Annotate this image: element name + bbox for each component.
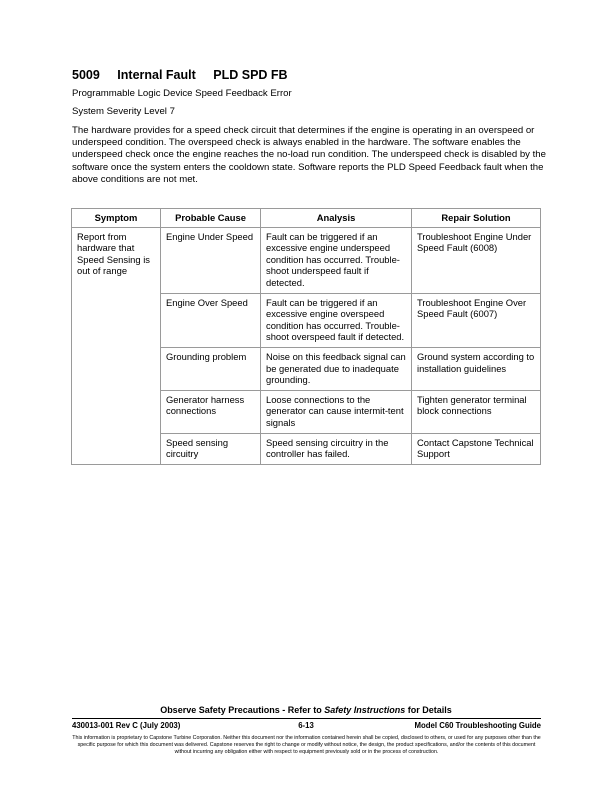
cause-cell: Grounding problem bbox=[161, 347, 261, 390]
page-number: 6-13 bbox=[298, 721, 314, 730]
troubleshooting-table bbox=[71, 208, 541, 465]
fault-code: 5009 bbox=[72, 68, 100, 82]
analysis-cell: Speed sensing circuitry in the controller has failed. bbox=[261, 433, 412, 464]
cause-cell: Generator harness connections bbox=[161, 390, 261, 433]
footer-divider bbox=[72, 718, 541, 719]
repair-cell: Tighten generator terminal block connections bbox=[412, 390, 541, 433]
analysis-cell: Loose connections to the generator can cause intermit-tent signals bbox=[261, 390, 412, 433]
cause-cell: Engine Over Speed bbox=[161, 293, 261, 347]
proprietary-disclaimer: This information is proprietary to Capstone Turbine Corporation. Neither this document nor the information contained herein shall be copied, disclosed to others, or used for any purposes other than the specific purpose for which this document was delivered. Capstone reserves the right to change or modify without notice, the design, the product specifications, and/or the contents of this document without incurring any obligation either with respect to equipment previously sold or in the process of construction. bbox=[72, 735, 541, 755]
analysis-cell: Fault can be triggered if an excessive engine overspeed condition has occurred. Trouble-shoot overspeed fault if detected. bbox=[261, 293, 412, 347]
guide-title: Model C60 Troubleshooting Guide bbox=[414, 721, 541, 730]
table-header-row bbox=[72, 209, 541, 228]
fault-name: Internal Fault bbox=[117, 68, 196, 82]
table-row bbox=[72, 227, 541, 293]
safety-prefix: Observe Safety Precautions - Refer to bbox=[160, 705, 325, 715]
safety-notice bbox=[0, 705, 612, 715]
fault-explanation: The hardware provides for a speed check circuit that determines if the engine is operating in an overspeed or underspeed condition. The overspeed check is always enabled in the hardware. The software enables the underspeed check once the engine reaches the no-load run condition. The underspeed check is disabled by the software once the system enters the cooldown state. Software reports the PLD Speed Feedback fault when the above conditions are not met. bbox=[72, 125, 546, 185]
fault-tag: PLD SPD FB bbox=[213, 68, 288, 82]
document-number: 430013-001 Rev C (July 2003) bbox=[72, 721, 181, 730]
repair-cell: Contact Capstone Technical Support bbox=[412, 433, 541, 464]
fault-description: Programmable Logic Device Speed Feedback Error bbox=[72, 88, 292, 99]
cause-cell: Speed sensing circuitry bbox=[161, 433, 261, 464]
header-repair-solution: Repair Solution bbox=[412, 209, 541, 228]
cause-cell: Engine Under Speed bbox=[161, 227, 261, 293]
analysis-cell: Fault can be triggered if an excessive engine underspeed condition has occurred. Trouble-shoot underspeed fault if detected. bbox=[261, 227, 412, 293]
repair-cell: Troubleshoot Engine Over Speed Fault (6007) bbox=[412, 293, 541, 347]
safety-instructions-ref: Safety Instructions bbox=[324, 705, 406, 715]
severity-level: System Severity Level 7 bbox=[72, 106, 175, 117]
repair-cell: Ground system according to installation guidelines bbox=[412, 347, 541, 390]
header-analysis: Analysis bbox=[261, 209, 412, 228]
safety-suffix: for Details bbox=[405, 705, 452, 715]
analysis-cell: Noise on this feedback signal can be generated due to inadequate grounding. bbox=[261, 347, 412, 390]
repair-cell: Troubleshoot Engine Under Speed Fault (6008) bbox=[412, 227, 541, 293]
header-symptom: Symptom bbox=[72, 209, 161, 228]
fault-heading bbox=[72, 68, 288, 82]
symptom-cell: Report from hardware that Speed Sensing is out of range bbox=[72, 227, 161, 464]
header-probable-cause: Probable Cause bbox=[161, 209, 261, 228]
